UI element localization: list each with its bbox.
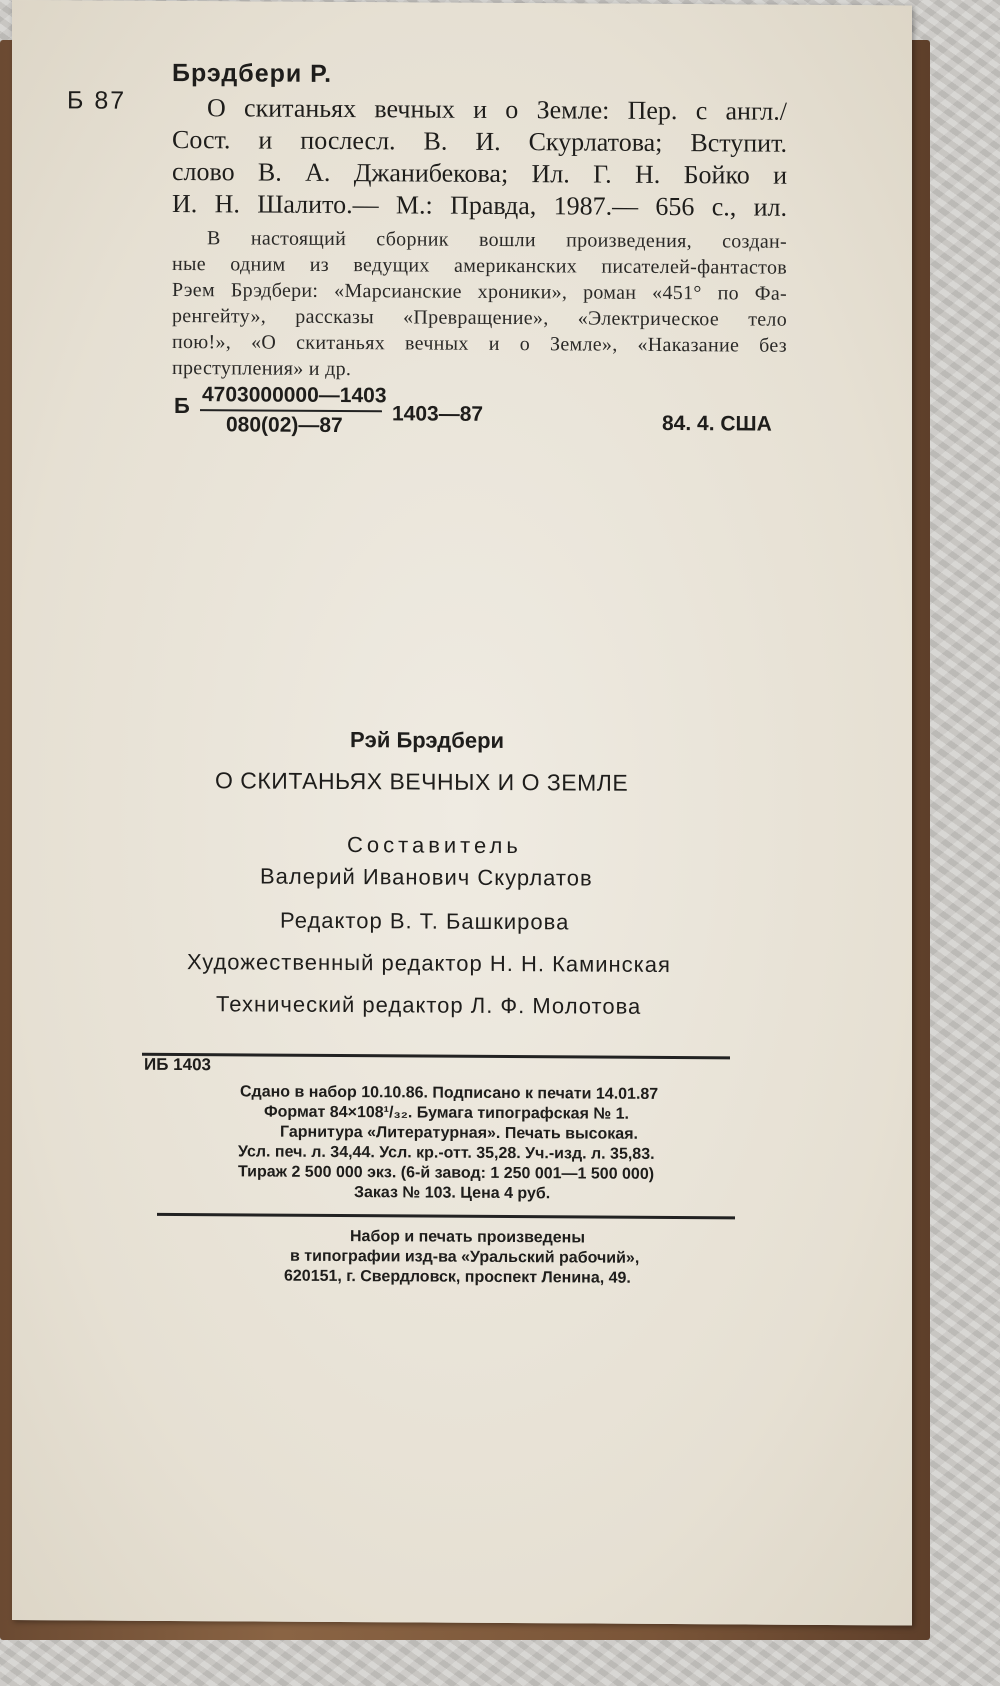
tech-editor-credit: Технический редактор Л. Ф. Молотова	[216, 991, 642, 1019]
credits-author: Рэй Брэдбери	[350, 727, 505, 754]
credits-title: О СКИТАНЬЯХ ВЕЧНЫХ И О ЗЕМЛЕ	[215, 767, 629, 796]
imprint-middle-rule	[157, 1213, 735, 1220]
author-heading: Брэдбери Р.	[172, 58, 333, 88]
formula-denominator: 080(02)—87	[226, 413, 343, 438]
printer-line-3: 620151, г. Свердловск, проспект Ленина, 49.	[284, 1267, 631, 1287]
imprint-line-6: Заказ № 103. Цена 4 руб.	[354, 1184, 551, 1203]
annotation-line-1: В настоящий сборник вошли произведения, создан-	[207, 227, 787, 253]
art-editor-credit: Художественный редактор Н. Н. Каминская	[187, 949, 671, 978]
imprint-line-1: Сдано в набор 10.10.86. Подписано к печати 14.01.87	[240, 1083, 659, 1103]
annotation-line-3: Рэем Брэдбери: «Марсианские хроники», роман «451° по Фа-	[172, 278, 787, 305]
compiler-name: Валерий Иванович Скурлатов	[260, 863, 593, 891]
bib-line-3: слово В. А. Джанибекова; Ил. Г. Н. Бойко и	[172, 156, 787, 190]
annotation-line-2: ные одним из ведущих американских писателей-фантастов	[172, 252, 787, 279]
bib-line-1: О скитаньях вечных и о Земле: Пер. с англ./	[207, 93, 787, 126]
formula-code: 1403—87	[392, 402, 484, 426]
annotation-line-4: ренгейту», рассказы «Превращение», «Электрическое тело	[172, 304, 787, 331]
annotation-line-5: пою!», «О скитаньях вечных и о Земле», «Наказание без	[172, 330, 787, 357]
book-page	[12, 0, 912, 1625]
printer-line-1: Набор и печать произведены	[350, 1228, 585, 1247]
bib-line-2: Сост. и послесл. В. И. Скурлатова; Вступит.	[172, 124, 787, 158]
imprint-line-3: Гарнитура «Литературная». Печать высокая.	[280, 1123, 638, 1143]
imprint-line-2: Формат 84×108¹/₃₂. Бумага типографская № 1.	[264, 1103, 629, 1123]
bbk-code: 84. 4. США	[662, 411, 772, 436]
editor-credit: Редактор В. Т. Башкирова	[280, 907, 570, 935]
formula-fraction-bar	[200, 409, 382, 412]
compiler-label: Составитель	[347, 832, 522, 859]
bib-line-4: И. Н. Шалито.— М.: Правда, 1987.— 656 с., ил.	[172, 188, 787, 222]
printer-line-2: в типографии изд-ва «Уральский рабочий»,	[290, 1247, 640, 1267]
imprint-ib: ИБ 1403	[144, 1054, 211, 1075]
imprint-top-rule	[142, 1053, 730, 1060]
index-code: Б 87	[67, 86, 127, 115]
imprint-line-5: Тираж 2 500 000 экз. (6-й завод: 1 250 001—1 500 000)	[238, 1163, 655, 1183]
annotation-line-6: преступления» и др.	[172, 356, 352, 381]
formula-numerator: 4703000000—1403	[202, 383, 387, 408]
formula-letter: Б	[174, 392, 190, 419]
imprint-line-4: Усл. печ. л. 34,44. Усл. кр.-отт. 35,28. Уч.-изд. л. 35,83.	[238, 1143, 655, 1163]
